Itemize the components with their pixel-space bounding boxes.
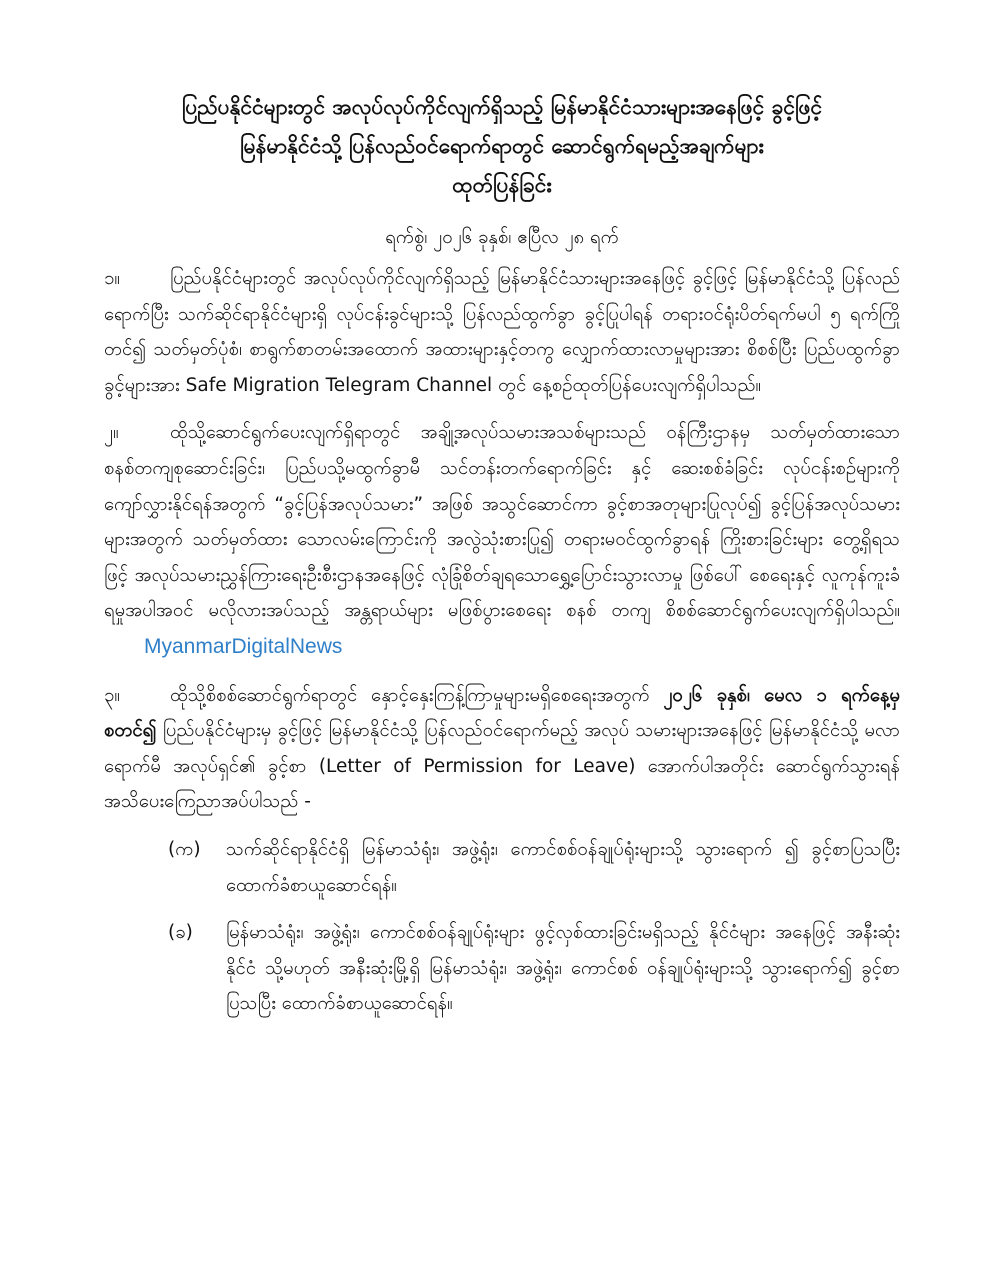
paragraph-2: [104, 415, 900, 665]
sub-item-ka: [104, 832, 900, 903]
paragraph-number: ၁။: [104, 268, 121, 289]
source-watermark: MyanmarDigitalNews: [144, 634, 343, 658]
sub-item-text: သက်ဆိုင်ရာနိုင်ငံရှိ မြန်မာသံရုံး၊ အဖွဲ့ရုံး၊ ကောင်စစ်ဝန်ချုပ်ရုံးများသို့ သွားရောက် ၍ ခွင့်စာပြသပြီး ထောက်ခံစာယူဆောင်ရန်။: [226, 838, 900, 896]
paragraph-3: [104, 678, 900, 820]
document-date: ရက်စွဲ၊ ၂၀၂၆ ခုနှစ်၊ ဧပြီလ ၂၈ ရက်: [385, 227, 619, 248]
sub-item-marker: (ခ): [168, 922, 193, 944]
sub-item-text: မြန်မာသံရုံး၊ အဖွဲ့ရုံး၊ ကောင်စစ်ဝန်ချုပ်ရုံးများ ဖွင့်လှစ်ထားခြင်းမရှိသည့် နိုင်ငံများ အနေဖြင့် အနီးဆုံးနိုင်ငံ သို့မဟုတ် အနီးဆုံးမြို့ရှိ မြန်မာသံရုံး၊ အဖွဲ့ရုံး၊ ကောင်စစ် ဝန်ချုပ်ရုံးများသို့ သွားရောက်၍ ခွင့်စာပြသပြီး ထောက်ခံစာယူဆောင်ရန်။: [226, 922, 900, 1015]
paragraph-text: ထိုသို့စိစစ်ဆောင်ရွက်ရာတွင် နှောင့်နှေးကြန့်ကြာမှုများမရှိစေရေးအတွက်: [170, 684, 650, 706]
paragraph-1: [104, 261, 900, 403]
paragraph-number: ၃။: [104, 684, 121, 706]
title-line-2: မြန်မာနိုင်ငံသို့ ပြန်လည်ဝင်ရောက်ရာတွင် ဆောင်ရွက်ရမည့်အချက်များ: [240, 134, 764, 158]
title-line-3: ထုတ်ပြန်ခြင်း: [452, 173, 552, 197]
document-title: [104, 88, 900, 205]
effective-date-bold: ၂၀၂၆ ခုနှစ်၊ မေလ ၁ ရက်နေ့မှစတင်၍: [104, 684, 901, 742]
paragraph-text: ပြည်ပနိုင်ငံများတွင် အလုပ်လုပ်ကိုင်လျက်ရှိသည့် မြန်မာနိုင်ငံသားများအနေဖြင့် ခွင့်ဖြင့် မြန်မာနိုင်ငံသို့ ပြန်လည်ရောက်ပြီး သက်ဆိုင်ရာနိုင်ငံများရှိ လုပ်ငန်းခွင်များသို့ ပြန်လည်ထွက်ခွာ ခွင့်ပြုပါရန် တရားဝင်ရုံးပိတ်ရက်မပါ ၅ ရက်ကြိုတင်၍ သတ်မှတ်ပုံစံ၊ စာရွက်စာတမ်းအထောက် အထားများနှင့်တကွ လျှောက်ထားလာမှုများအား စိစစ်ပြီး ပြည်ပထွက်ခွာခွင့်များအား Safe Migration Telegram Channel တွင် နေ့စဉ်ထုတ်ပြန်ပေးလျက်ရှိပါသည်။: [104, 268, 900, 396]
sub-item-kha: [104, 915, 900, 1022]
paragraph-text: ထိုသို့ဆောင်ရွက်ပေးလျက်ရှိရာတွင် အချို့အလုပ်သမားအသစ်များသည် ဝန်ကြီးဌာနမှ သတ်မှတ်ထားသော စနစ်တကျစုဆောင်းခြင်း၊ ပြည်ပသို့မထွက်ခွာမီ သင်တန်းတက်ရောက်ခြင်း နှင့် ဆေးစစ်ခံခြင်း လုပ်ငန်းစဉ်များကို ကျော်လွှားနိုင်ရန်အတွက် “ခွင့်ပြန်အလုပ်သမား” အဖြစ် အသွင်ဆောင်ကာ ခွင့်စာအတုများပြုလုပ်၍ ခွင့်ပြန်အလုပ်သမားများအတွက် သတ်မှတ်ထား သောလမ်းကြောင်းကို အလွဲသုံးစားပြု၍ တရားမဝင်ထွက်ခွာရန် ကြိုးစားခြင်းများ တွေ့ရှိရသဖြင့် အလုပ်သမားညွှန်ကြားရေးဦးစီးဌာနအနေဖြင့် လုံခြုံစိတ်ချရသောရွှေ့ပြောင်းသွားလာမှု ဖြစ်ပေါ် စေရေးနှင့် လူကုန်ကူးခံရမှုအပါအဝင် မလိုလားအပ်သည့် အန္တရာယ်များ မဖြစ်ပွားစေရေး စနစ် တကျ စိစစ်ဆောင်ရွက်ပေးလျက်ရှိပါသည်။: [104, 422, 900, 622]
paragraph-text-continued: ပြည်ပနိုင်ငံများမှ ခွင့်ဖြင့် မြန်မာနိုင်ငံသို့ ပြန်လည်ဝင်ရောက်မည့် အလုပ် သမားများအနေဖြင့် မြန်မာနိုင်ငံသို့ မလာရောက်မီ အလုပ်ရှင်၏ ခွင့်စာ (Letter of Permission for Leave) အောက်ပါအတိုင်း ဆောင်ရွက်သွားရန် အသိပေးကြေညာအပ်ပါသည် -: [104, 720, 900, 813]
paragraph-number: ၂။: [104, 422, 119, 444]
title-line-1: ပြည်ပနိုင်ငံများတွင် အလုပ်လုပ်ကိုင်လျက်ရှိသည့် မြန်မာနိုင်ငံသားများအနေဖြင့် ခွင့်ဖြင့်: [181, 95, 823, 119]
sub-item-marker: (က): [168, 838, 201, 860]
